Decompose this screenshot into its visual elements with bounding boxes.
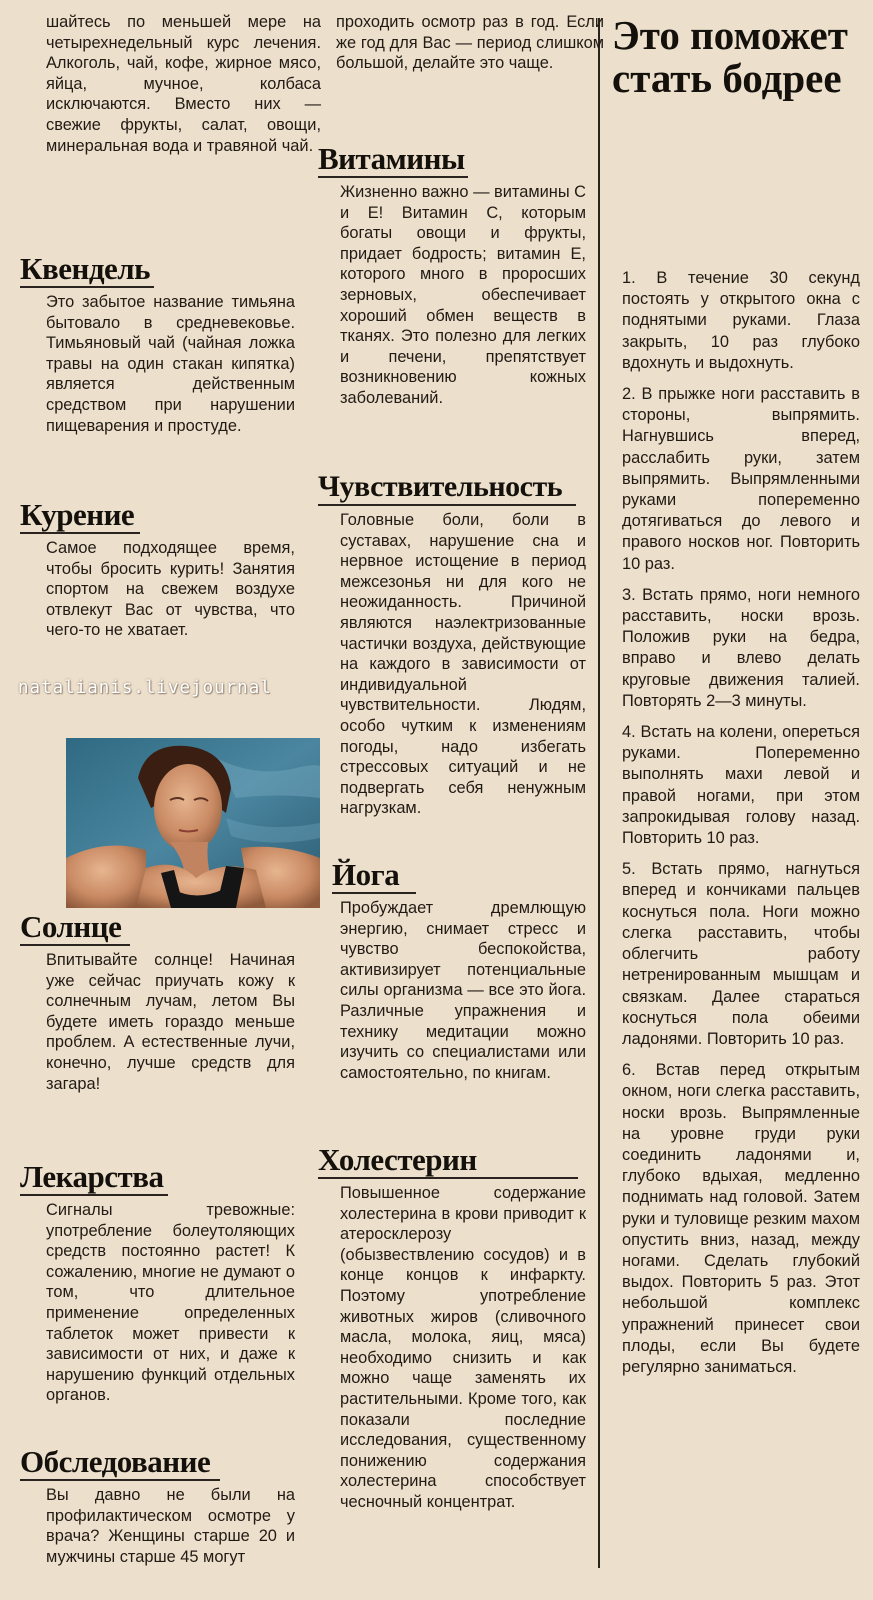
exercise-item: 2. В прыжке ноги расставить в стороны, выпрямить. Нагнувшись вперед, расслабить руки, затем выпрямить. Выпрямленными руками попеременно дотягиваться до левого и правого носков ног. Повторить 10 раз. [622, 385, 860, 573]
exercise-item: 4. Встать на колени, опереться руками. Попеременно выполнять махи левой и правой ногами, при этом запрокидывая голову назад. Повторить 10 раз. [622, 723, 860, 848]
section-kvendel [20, 252, 295, 436]
section-obsledovanie [20, 1445, 295, 1567]
section-title: Йога [332, 858, 416, 894]
section-title: Квендель [20, 252, 154, 288]
section-kurenie [20, 498, 295, 641]
section-text: Повышенное содержание холестерина в крови приводит к атеросклерозу (обызвествлению сосудов) и в конце концов к инфаркту. Поэтому употребление животных жиров (сливочного масла, молока, яиц, мяса) необходимо снизить и как можно чаще заменять их растительными. Кроме того, как показали последние исследования, существенному понижению содержания холестерина способствует чесночный концентрат. [340, 1184, 586, 1511]
left-column-intro: шайтесь по меньшей мере на четырехнедельный курс лечения. Алкоголь, чай, кофе, жирное мясо, яйца, мучное, колбаса исключаются. Вместо них — свежие фрукты, салат, овощи, минеральная вода и травяной чай. [46, 13, 321, 155]
exercise-item: 3. Встать прямо, ноги немного расставить, носки врозь. Положив руки на бедра, вправо и влево делать круговые движения талией. Повторять 2—3 минуты. [622, 585, 860, 710]
exercise-box-title: Это поможет стать бодрее [612, 12, 848, 101]
section-lekarstva [20, 1160, 295, 1406]
section-text: Впитывайте солнце! Начиная уже сейчас приучать кожу к солнечным лучам, летом Вы будете иметь гораздо меньше проблем. А естественные лучи, конечно, лучше средств для загара! [46, 951, 295, 1093]
section-chuvstvitelnost [318, 470, 586, 819]
section-title: Лекарства [20, 1160, 168, 1196]
section-text: Сигналы тревожные: употребление болеутоляющих средств постоянно растет! К сожалению, многие не думают о том, что длительное применение определенных таблеток может привести к зависимости от них, и даже к нарушению функций отдельных органов. [46, 1201, 295, 1405]
section-text: Вы давно не были на профилактическом осмотре у врача? Женщины старше 20 и мужчины старше 45 могут [46, 1486, 295, 1566]
exercise-item: 6. Встав перед открытым окном, ноги слегка расставить, носки врозь. Выпрямленные на уровне груди руки соединить ладонями и, глубоко вдыхая, медленно поднимать над головой. Затем руки и туловище резким махом опустить вниз, назад, между ногами. Сделать глубокий выдох. Повторить 5 раз. Этот небольшой комплекс упражнений принесет свои плоды, если Вы будете регулярно заниматься. [622, 1061, 860, 1376]
section-title: Курение [20, 498, 140, 534]
section-title: Витамины [318, 142, 468, 178]
section-text: Головные боли, боли в суставах, нарушение сна и нервное истощение в период межсезонья ни для кого не неожиданность. Причиной являются наэлектризованные частички воздуха, действующие на каждого в зависимости от индивидуальной чувствительности. Людям, особо чутким к изменениям погоды, надо избегать стрессовых ситуаций и не подвергать себя ненужным нагрузкам. [340, 511, 586, 818]
section-yoga [318, 858, 586, 1083]
exercise-item: 1. В течение 30 секунд постоять у открытого окна с поднятыми руками. Глаза закрыть, 10 раз глубоко вдохнуть и выдохнуть. [622, 269, 860, 372]
section-text: Самое подходящее время, чтобы бросить курить! Занятия спортом на свежем воздухе отвлекут Вас от чувства, что чего-то не хватает. [46, 539, 295, 640]
middle-column-intro: проходить осмотр раз в год. Если же год для Вас — период слишком большой, делайте это чаще. [336, 13, 604, 73]
section-text: Жизненно важно — витамины С и Е! Витамин С, которым богаты овощи и фрукты, придает бодрость; витамин Е, которого много в проросших зерновых, обеспечивает хороший обмен веществ в тканях. Это полезно для легких и печени, препятствует возникновению кожных заболеваний. [340, 183, 586, 407]
section-title: Чувствительность [318, 470, 576, 506]
watermark-text: natalianis.livejournal [18, 678, 272, 698]
column-divider [598, 18, 600, 1568]
section-kholesterin [318, 1143, 586, 1513]
exercise-list [612, 268, 860, 1388]
middle-column [318, 0, 604, 1600]
section-text: Пробуждает дремлющую энергию, снимает стресс и чувство беспокойства, активизирует потенциальные силы организма — все это йога. Различные упражнения и технику медитации можно изучить со специалистами или самостоятельно, по книгам. [340, 899, 586, 1082]
exercise-item: 5. Встать прямо, нагнуться вперед и кончиками пальцев коснуться пола. Ноги можно слегка расставить, чтобы облегчить работу нетренированным мышцам и связкам. Далее стараться коснуться пола обеими ладонями. Повторить 10 раз. [622, 860, 860, 1048]
right-column [612, 0, 860, 1600]
section-title: Солнце [20, 910, 130, 946]
section-text: Это забытое название тимьяна бытовало в средневековье. Тимьяновый чай (чайная ложка травы на один стакан кипятка) является действенным средством при нарушении пищеварения и простуде. [46, 293, 295, 435]
section-solntse [20, 910, 295, 1094]
section-title: Обследование [20, 1445, 220, 1481]
section-vitaminy [318, 142, 586, 409]
section-title: Холестерин [318, 1143, 578, 1179]
woman-sunbathing-photo [66, 738, 320, 908]
